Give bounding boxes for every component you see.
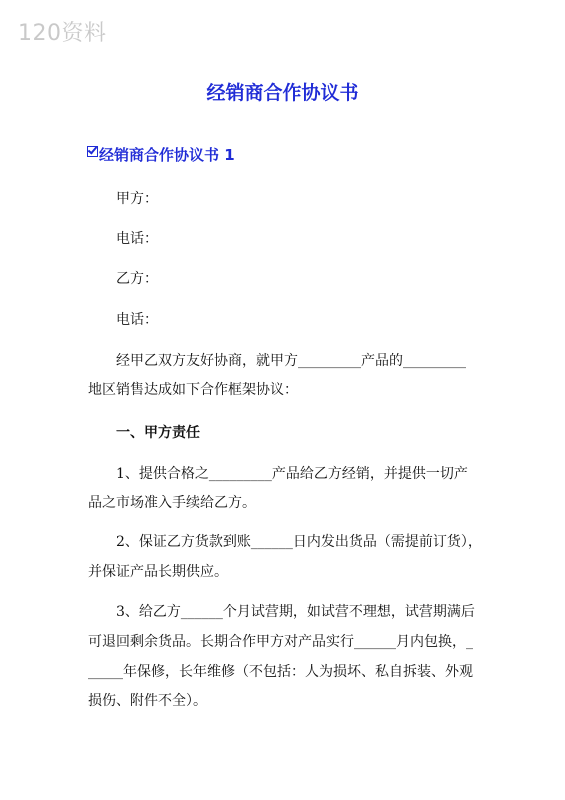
section-heading-text: 经销商合作协议书 1	[99, 146, 235, 164]
field-party-b: 乙方：	[116, 271, 158, 287]
clause-2-line-1: 2、保证乙方货款到账______日内发出货品（需提前订货），	[116, 534, 482, 550]
part-one-heading: 一、甲方责任	[116, 425, 200, 441]
watermark: 120资料	[18, 21, 107, 46]
field-phone-b: 电话：	[116, 312, 158, 328]
clause-1-line-1: 1、提供合格之_________产品给乙方经销，并提供一切产	[116, 466, 468, 482]
clause-3-line-4: 损伤、附件不全）。	[88, 693, 207, 709]
field-party-a: 甲方：	[116, 191, 158, 207]
clause-2-line-2: 并保证产品长期供应。	[88, 564, 228, 580]
intro-line-2: 地区销售达成如下合作框架协议：	[88, 382, 298, 398]
document-title: 经销商合作协议书	[206, 82, 359, 104]
clause-3-line-3: _____年保修，长年维修（不包括：人为损坏、私自拆装、外观	[88, 664, 473, 680]
section-heading	[87, 144, 235, 165]
checkbox-icon	[87, 146, 98, 157]
clause-3-line-1: 3、给乙方______个月试营期，如试营不理想，试营期满后	[116, 604, 475, 620]
clause-3-line-2: 可退回剩余货品。长期合作甲方对产品实行______月内包换，_	[88, 634, 473, 650]
intro-line-1: 经甲乙双方友好协商，就甲方_________产品的_________	[116, 353, 466, 369]
field-phone-a: 电话：	[116, 231, 158, 247]
clause-1-line-2: 品之市场准入手续给乙方。	[88, 495, 256, 511]
